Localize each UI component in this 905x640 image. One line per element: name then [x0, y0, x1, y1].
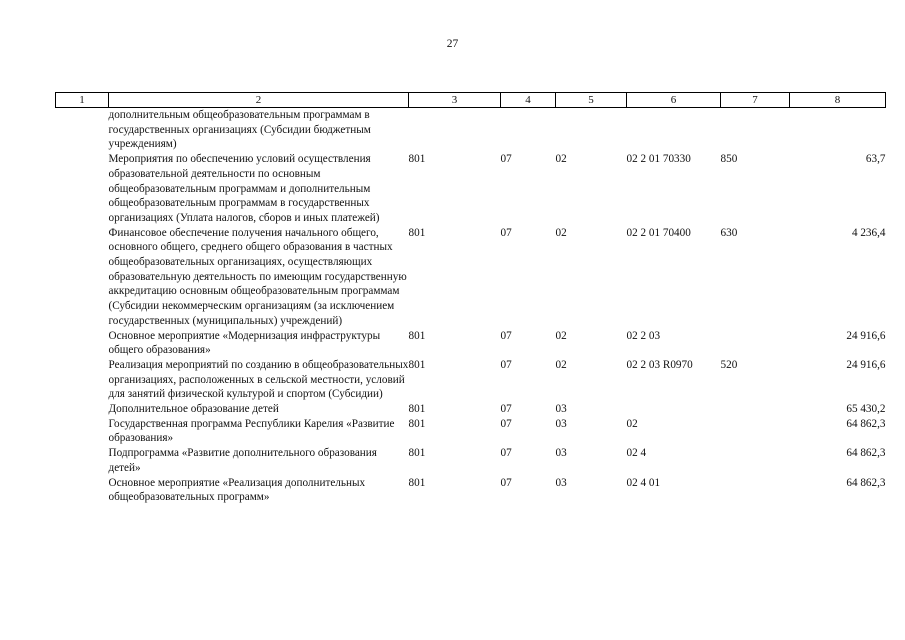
row-amount: 63,7 [865, 153, 886, 166]
row-section: 07 [500, 417, 512, 430]
row-subsection [556, 108, 627, 153]
row-amount [790, 108, 886, 153]
row-ministry: 801 [408, 447, 426, 460]
table-row [56, 402, 886, 417]
row-subsection: 02 [555, 226, 567, 239]
row-section [501, 108, 556, 153]
row-ministry: 801 [408, 329, 426, 342]
row-num-cell [56, 226, 109, 329]
row-target-article: 02 4 01 [626, 476, 661, 489]
row-expense-type [721, 402, 790, 417]
table-row [56, 226, 886, 329]
col-header-7: 7 [721, 93, 790, 108]
row-num-cell [56, 476, 109, 505]
row-subsection: 02 [555, 358, 567, 371]
row-amount: 24 916,6 [846, 358, 886, 371]
row-name: дополнительным общеобразовательным программам в государственных организациях (Субсидии бюджетным учреждениям) [108, 109, 371, 151]
row-subsection: 02 [555, 153, 567, 166]
row-name: Государственная программа Республики Карелия «Развитие образования» [108, 417, 395, 445]
row-section: 07 [500, 226, 512, 239]
row-section: 07 [500, 329, 512, 342]
row-ministry: 801 [408, 403, 426, 416]
row-num-cell [56, 108, 109, 153]
row-num-cell [56, 358, 109, 402]
row-section: 07 [500, 476, 512, 489]
row-target-article: 02 2 03 R0970 [626, 358, 693, 371]
row-expense-type [721, 476, 790, 505]
row-name: Основное мероприятие «Модернизация инфраструктуры общего образования» [108, 329, 381, 357]
row-name: Подпрограмма «Развитие дополнительного образования детей» [108, 447, 377, 474]
row-target-article [627, 402, 721, 417]
table-row [56, 358, 886, 402]
row-ministry: 801 [408, 417, 426, 430]
col-header-1: 1 [56, 93, 109, 108]
row-amount: 64 862,3 [846, 447, 886, 460]
row-num-cell [56, 402, 109, 417]
row-section: 07 [500, 403, 512, 416]
row-ministry [409, 108, 501, 153]
row-amount: 24 916,6 [846, 329, 886, 342]
row-section: 07 [500, 358, 512, 371]
row-section: 07 [500, 153, 512, 166]
row-num-cell [56, 152, 109, 226]
row-ministry: 801 [408, 476, 426, 489]
row-subsection: 03 [555, 476, 567, 489]
row-expense-type [721, 446, 790, 475]
table-row [56, 329, 886, 358]
row-expense-type: 850 [720, 153, 738, 166]
row-target-article: 02 2 01 70400 [626, 226, 691, 239]
row-target-article: 02 2 03 [626, 329, 661, 342]
row-subsection: 02 [555, 329, 567, 342]
row-name: Основное мероприятие «Реализация дополнительных общеобразовательных программ» [108, 476, 366, 504]
row-target-article: 02 4 [626, 447, 647, 460]
table-row [56, 152, 886, 226]
row-name: Дополнительное образование детей [108, 403, 279, 416]
budget-table [55, 92, 886, 505]
row-section: 07 [500, 447, 512, 460]
row-num-cell [56, 446, 109, 475]
row-subsection: 03 [555, 447, 567, 460]
row-amount: 64 862,3 [846, 476, 886, 489]
row-target-article: 02 2 01 70330 [626, 153, 691, 166]
row-subsection: 03 [555, 403, 567, 416]
row-expense-type [721, 108, 790, 153]
row-subsection: 03 [555, 417, 567, 430]
row-num-cell [56, 417, 109, 446]
row-target-article [627, 108, 721, 153]
header-row [56, 93, 886, 108]
row-expense-type [721, 417, 790, 446]
col-header-2: 2 [109, 93, 409, 108]
row-ministry: 801 [408, 358, 426, 371]
col-header-5: 5 [556, 93, 627, 108]
col-header-6: 6 [627, 93, 721, 108]
row-expense-type: 630 [720, 226, 738, 239]
row-amount: 65 430,2 [846, 403, 886, 416]
table-row [56, 417, 886, 446]
page-number: 27 [446, 38, 459, 50]
row-num-cell [56, 329, 109, 358]
row-expense-type [721, 329, 790, 358]
row-name: Мероприятия по обеспечению условий осуществления образовательной деятельности по основным общеобразовательным программам и дополнительным общеобразовательным программам в государственных организациях (Уплата налогов, сборов и иных платежей) [108, 153, 380, 224]
row-ministry: 801 [408, 153, 426, 166]
table-row [56, 476, 886, 505]
row-ministry: 801 [408, 226, 426, 239]
table-row [56, 446, 886, 475]
row-name: Реализация мероприятий по созданию в общеобразовательных организациях, расположенных в сельской местности, условий для занятий физической культурой и спортом (Субсидии) [108, 358, 409, 401]
row-target-article: 02 [626, 417, 638, 430]
row-name: Финансовое обеспечение получения начального общего, основного общего, среднего общего образования в частных общеобразовательных организациях, осуществляющих образовательную деятельность по имеющим государственную аккредитацию основным общеобразовательным программам (Субсидии некоммерческим организациям (за исключением государственных (муниципальных) учреждений) [108, 226, 407, 327]
col-header-4: 4 [501, 93, 556, 108]
row-amount: 4 236,4 [851, 226, 886, 239]
col-header-3: 3 [409, 93, 501, 108]
row-expense-type: 520 [720, 358, 738, 371]
col-header-8: 8 [790, 93, 886, 108]
table-row [56, 108, 886, 153]
row-amount: 64 862,3 [846, 417, 886, 430]
